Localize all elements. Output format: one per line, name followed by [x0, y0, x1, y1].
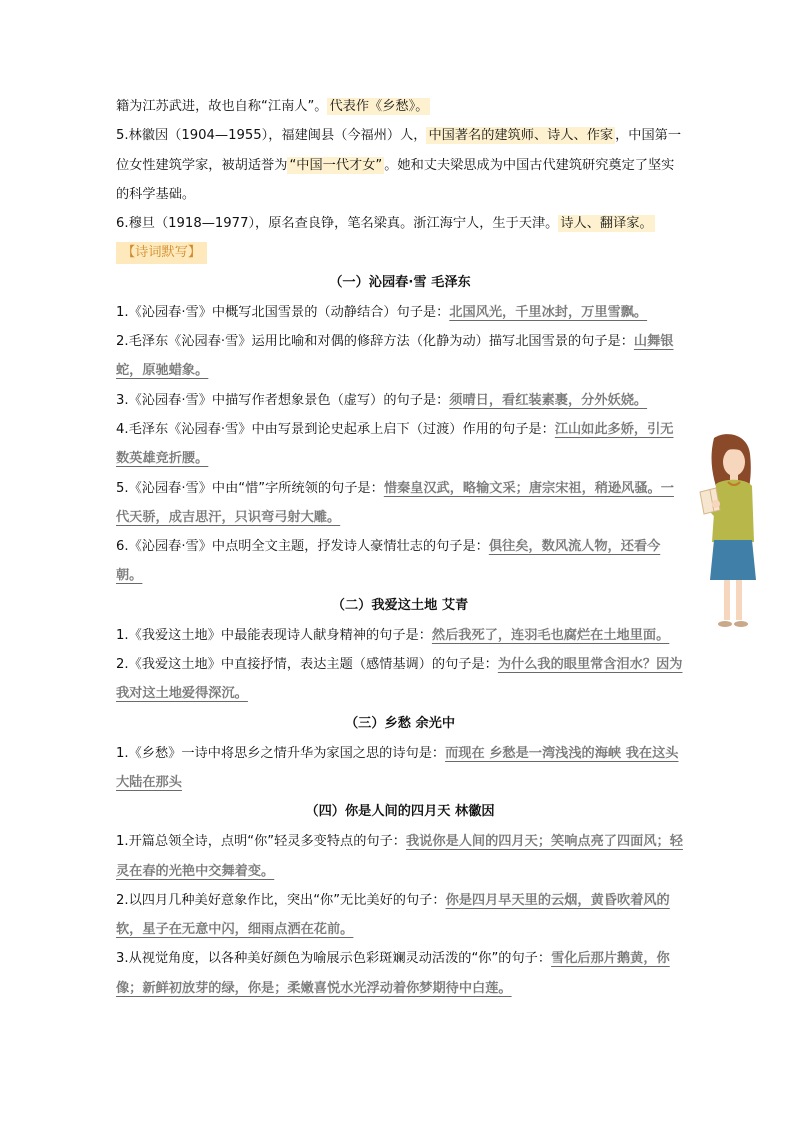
section-label-badge: 【诗词默写】: [116, 242, 207, 264]
question-text: 1.开篇总领全诗，点明“你”轻灵多变特点的句子：: [116, 834, 406, 850]
answer-text: 须晴日，看红装素裹，分外妖娆。: [449, 392, 648, 408]
question-text: 2.毛泽东《沁园春·雪》运用比喻和对偶的修辞方法（化静为动）描写北国雪景的句子是：: [116, 334, 634, 350]
intro-text: 籍为江苏武进，故也自称“江南人”。: [116, 99, 328, 114]
highlight-text: 中国著名的建筑师、诗人、作家: [428, 128, 614, 144]
intro-text: 5.林徽因（1904—1955），福建闽县（今福州）人，: [116, 128, 427, 144]
highlight-text: 诗人、翻译家。: [560, 216, 653, 232]
answer-text: 我说你是人间的四月天；笑响点亮了四面风；轻灵在春的光艳中交舞着变。: [116, 834, 683, 879]
question-item: [116, 621, 684, 650]
document-body: [116, 92, 684, 1003]
question-text: 3.从视觉角度，以各种美好颜色为喻展示色彩斑斓灵动活泼的“你”的句子：: [116, 951, 552, 967]
question-text: 6.《沁园春·雪》中点明全文主题，抒发诗人豪情壮志的句子是：: [116, 539, 489, 555]
question-item: [116, 827, 684, 886]
intro-text: 6.穆旦（1918—1977），原名查良铮，笔名梁真。浙江海宁人，生于天津。: [116, 216, 559, 232]
question-text: 1.《乡愁》一诗中将思乡之情升华为家国之思的诗句是：: [116, 745, 446, 761]
question-item: [116, 886, 684, 945]
answer-text: 为什么我的眼里常含泪水？因为我对这土地爱得深沉。: [116, 657, 683, 702]
section-title: （四）你是人间的四月天 林徽因: [305, 804, 495, 820]
question-text: 4.毛泽东《沁园春·雪》中由写景到论史起承上启下（过渡）作用的句子是：: [116, 421, 555, 437]
question-item: [116, 650, 684, 709]
intro-line-1: [116, 92, 684, 121]
answer-text: 俱往矣，数风流人物，还看今朝。: [116, 539, 661, 584]
answer-text: 而现在 乡愁是一湾浅浅的海峡 我在这头 大陆在那头: [116, 745, 679, 790]
question-item: [116, 532, 684, 591]
intro-text: ，中国第一位女性建筑学家，被胡适誉为: [116, 128, 682, 173]
section-title: （二）我爱这土地 艾青: [331, 597, 469, 613]
answer-text: 北国风光，千里冰封，万里雪飘。: [449, 304, 648, 320]
question-item: [116, 298, 684, 327]
answer-text: 然后我死了，连羽毛也腐烂在土地里面。: [431, 627, 670, 643]
section-title: （三）乡愁 余光中: [344, 715, 456, 731]
question-item: [116, 739, 684, 798]
answer-text: 雪化后那片鹅黄，你像；新鲜初放芽的绿，你是；柔嫩喜悦水光浮动着你梦期待中白莲。: [116, 951, 670, 996]
reading-girl-illustration: [694, 432, 760, 632]
answer-text: 江山如此多娇，引无数英雄竞折腰。: [116, 421, 674, 467]
answer-text: 山舞银蛇，原驰蜡象。: [116, 334, 674, 379]
highlight-text: 代表作《乡愁》。: [329, 99, 429, 114]
question-item: [116, 327, 684, 386]
section-title: （一）沁园春·雪 毛泽东: [329, 274, 471, 290]
question-item: [116, 386, 684, 415]
question-text: 3.《沁园春·雪》中描写作者想象景色（虚写）的句子是：: [116, 392, 450, 408]
answer-text: 你是四月早天里的云烟，黄昏吹着风的软，星子在无意中闪，细雨点洒在花前。: [116, 892, 670, 938]
intro-text: 。她和丈夫梁思成为中国古代建筑研究奠定了坚实的科学基础。: [116, 157, 675, 202]
question-text: 1.《沁园春·雪》中概写北国雪景的（动静结合）句子是：: [116, 304, 450, 320]
question-item: [116, 944, 684, 1003]
question-item: [116, 474, 684, 533]
question-item: [116, 415, 684, 474]
intro-paragraph-5: [116, 121, 684, 209]
question-text: 2.《我爱这土地》中直接抒情，表达主题（感情基调）的句子是：: [116, 657, 498, 673]
question-text: 2.以四月几种美好意象作比，突出“你”无比美好的句子：: [116, 892, 446, 908]
answer-text: 惜秦皇汉武，略输文采；唐宗宋祖，稍逊风骚。一代天骄，成吉思汗，只识弯弓射大雕。: [116, 480, 674, 525]
highlight-text: “中国一代才女”: [289, 157, 383, 173]
question-text: 5.《沁园春·雪》中由“惜”字所统领的句子是：: [116, 480, 384, 496]
question-text: 1.《我爱这土地》中最能表现诗人献身精神的句子是：: [116, 627, 432, 643]
intro-paragraph-6: [116, 209, 684, 238]
